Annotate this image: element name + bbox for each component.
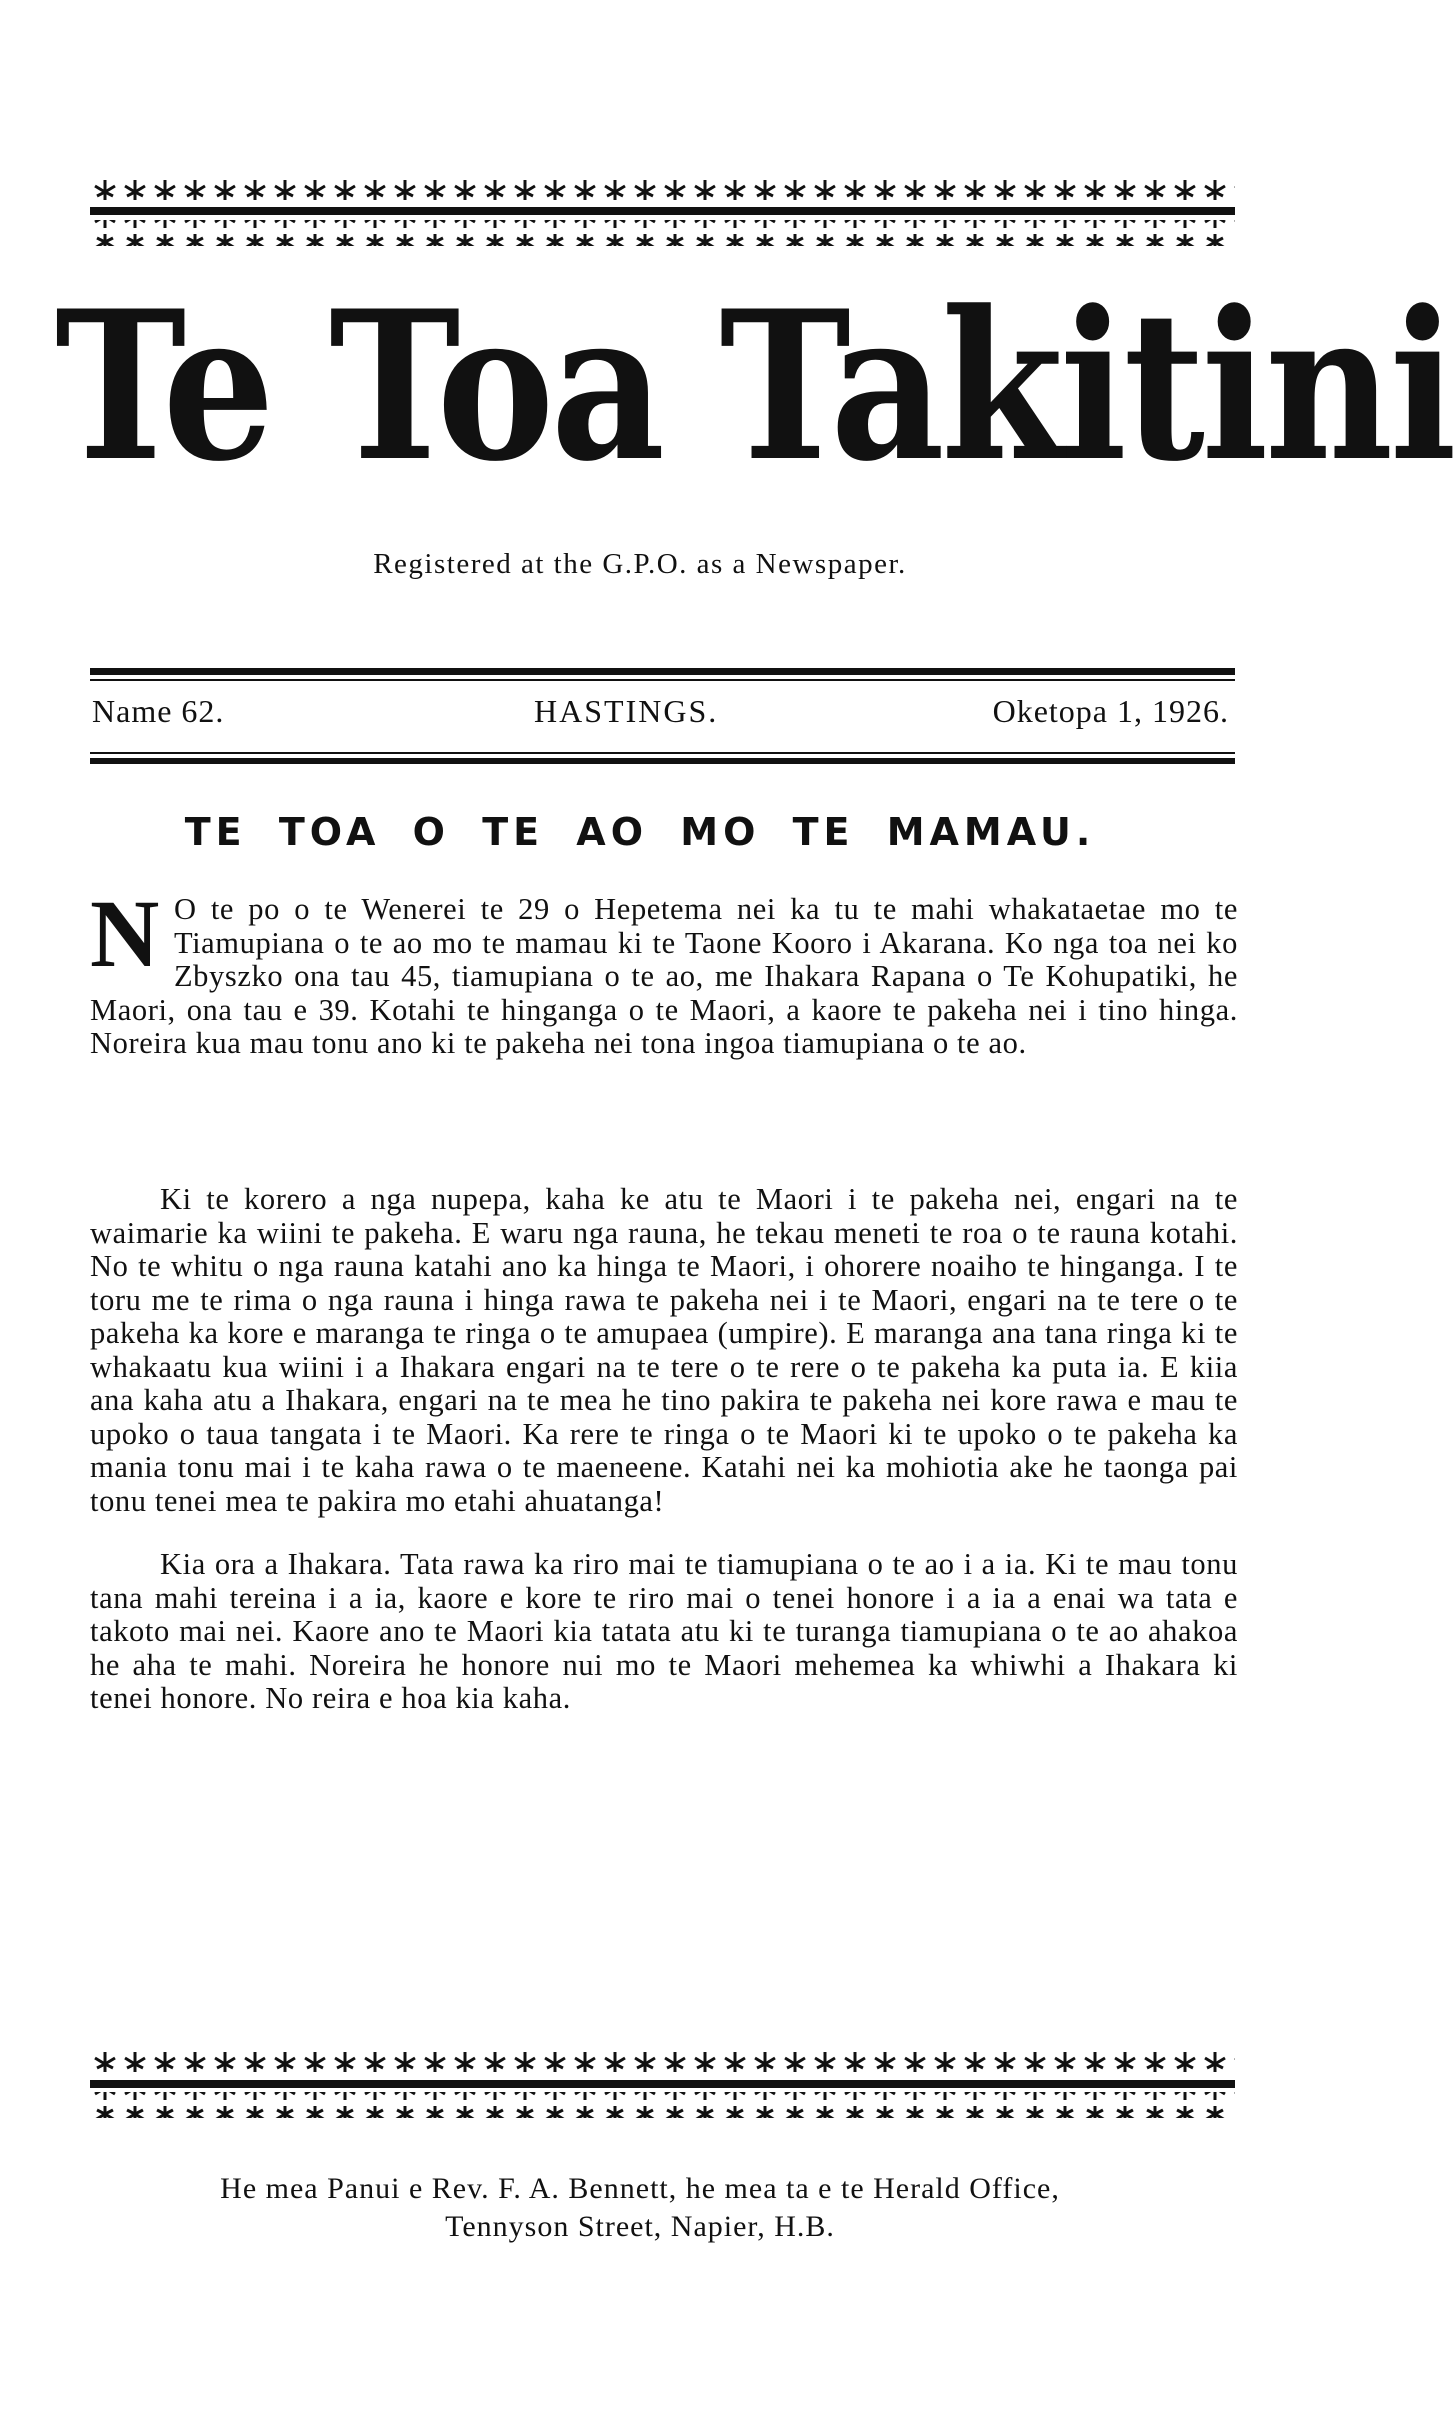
bottom-ornament-border	[90, 2050, 1235, 2122]
issue-date: Oketopa 1, 1926.	[992, 693, 1229, 729]
dateline	[92, 693, 1237, 739]
dateline-bottom-rule-thin	[90, 752, 1235, 754]
place-name: HASTINGS.	[534, 693, 719, 729]
issue-number: Name 62.	[92, 693, 225, 729]
printer-imprint	[0, 2170, 1280, 2246]
dateline-top-rule	[90, 668, 1235, 675]
imprint-line-1: He mea Panui e Rev. F. A. Bennett, he mea ta e te Herald Office,	[220, 2172, 1060, 2205]
imprint-line-2: Tennyson Street, Napier, H.B.	[445, 2210, 835, 2243]
drop-cap: N	[90, 880, 160, 987]
registration-note: Registered at the G.P.O. as a Newspaper.	[373, 548, 907, 580]
article-headline: TE TOA O TE AO MO TE MAMAU.	[184, 810, 1096, 854]
top-ornament-border	[90, 178, 1235, 250]
paragraph-1-text: O te po o te Wenerei te 29 o Hepetema nei ka tu te mahi whakataetae mo te Tiamupiana o te ao mo te mamau ki te Taone Kooro i Akarana. Ko nga toa nei ko Zbyszko ona tau 45, tiamupiana o te ao, me Ihakara Rapana o Te Kohupatiki, he Maori, ona tau e 39. Kotahi te hinganga o te Maori, a kaore te pakeha nei i tino hinga. Noreira kua mau tonu ano ki te pakeha nei tona ingoa tiamupiana o te ao.	[90, 892, 1238, 1060]
masthead-title: Te Toa Takitini	[55, 267, 1453, 507]
article-paragraph-1	[90, 880, 1238, 1153]
article-paragraph-3: Kia ora a Ihakara. Tata rawa ka riro mai te tiamupiana o te ao i a ia. Ki te mau tonu tana mahi tereina i a ia, kaore e kore te riro mai o tenei honore i a ia a enai wa tata e takoto mai nei. Kaore ano te Maori kia tatata atu ki te turanga tiamupiana o te ao ahakoa he aha te mahi. Noreira he honore nui mo te Maori mehemea ka whiwhi a Ihakara ki tenei honore. No reira e hoa kia kaha.	[90, 1547, 1238, 1715]
article-body	[90, 880, 1238, 1746]
article-paragraph-2: Ki te korero a nga nupepa, kaha ke atu te Maori i te pakeha nei, engari na te waimarie ka wiini te pakeha. E waru nga rauna, he tekau meneti te roa o te rauna kotahi. No te whitu o nga rauna katahi ano ka hinga te Maori, i ohorere noaiho te hinganga. I te toru me te rima o nga rauna i hinga rawa te pakeha nei i te Maori, engari na te tere o te pakeha ka kore e maranga te ringa o te amupaea (umpire). E maranga ana tana ringa ki te whakaatu kua wiini i a Ihakara engari na te tere o te rere o te pakeha ka puta ia. E kiia ana kaha atu a Ihakara, engari na te mea he tino pakira te pakeha nei kore rawa e mau te upoko o taua tangata i te Maori. Ka rere te ringa o te Maori ki te upoko o te pakeha ka mania tonu mai i te kaha rawa o te maeneene. Katahi nei ka mohiotia ake he taonga pai tonu tenei mea te pakira mo etahi ahuatanga!	[90, 1182, 1238, 1518]
dateline-top-rule-thin	[90, 679, 1235, 681]
dateline-bottom-rule	[90, 758, 1235, 764]
